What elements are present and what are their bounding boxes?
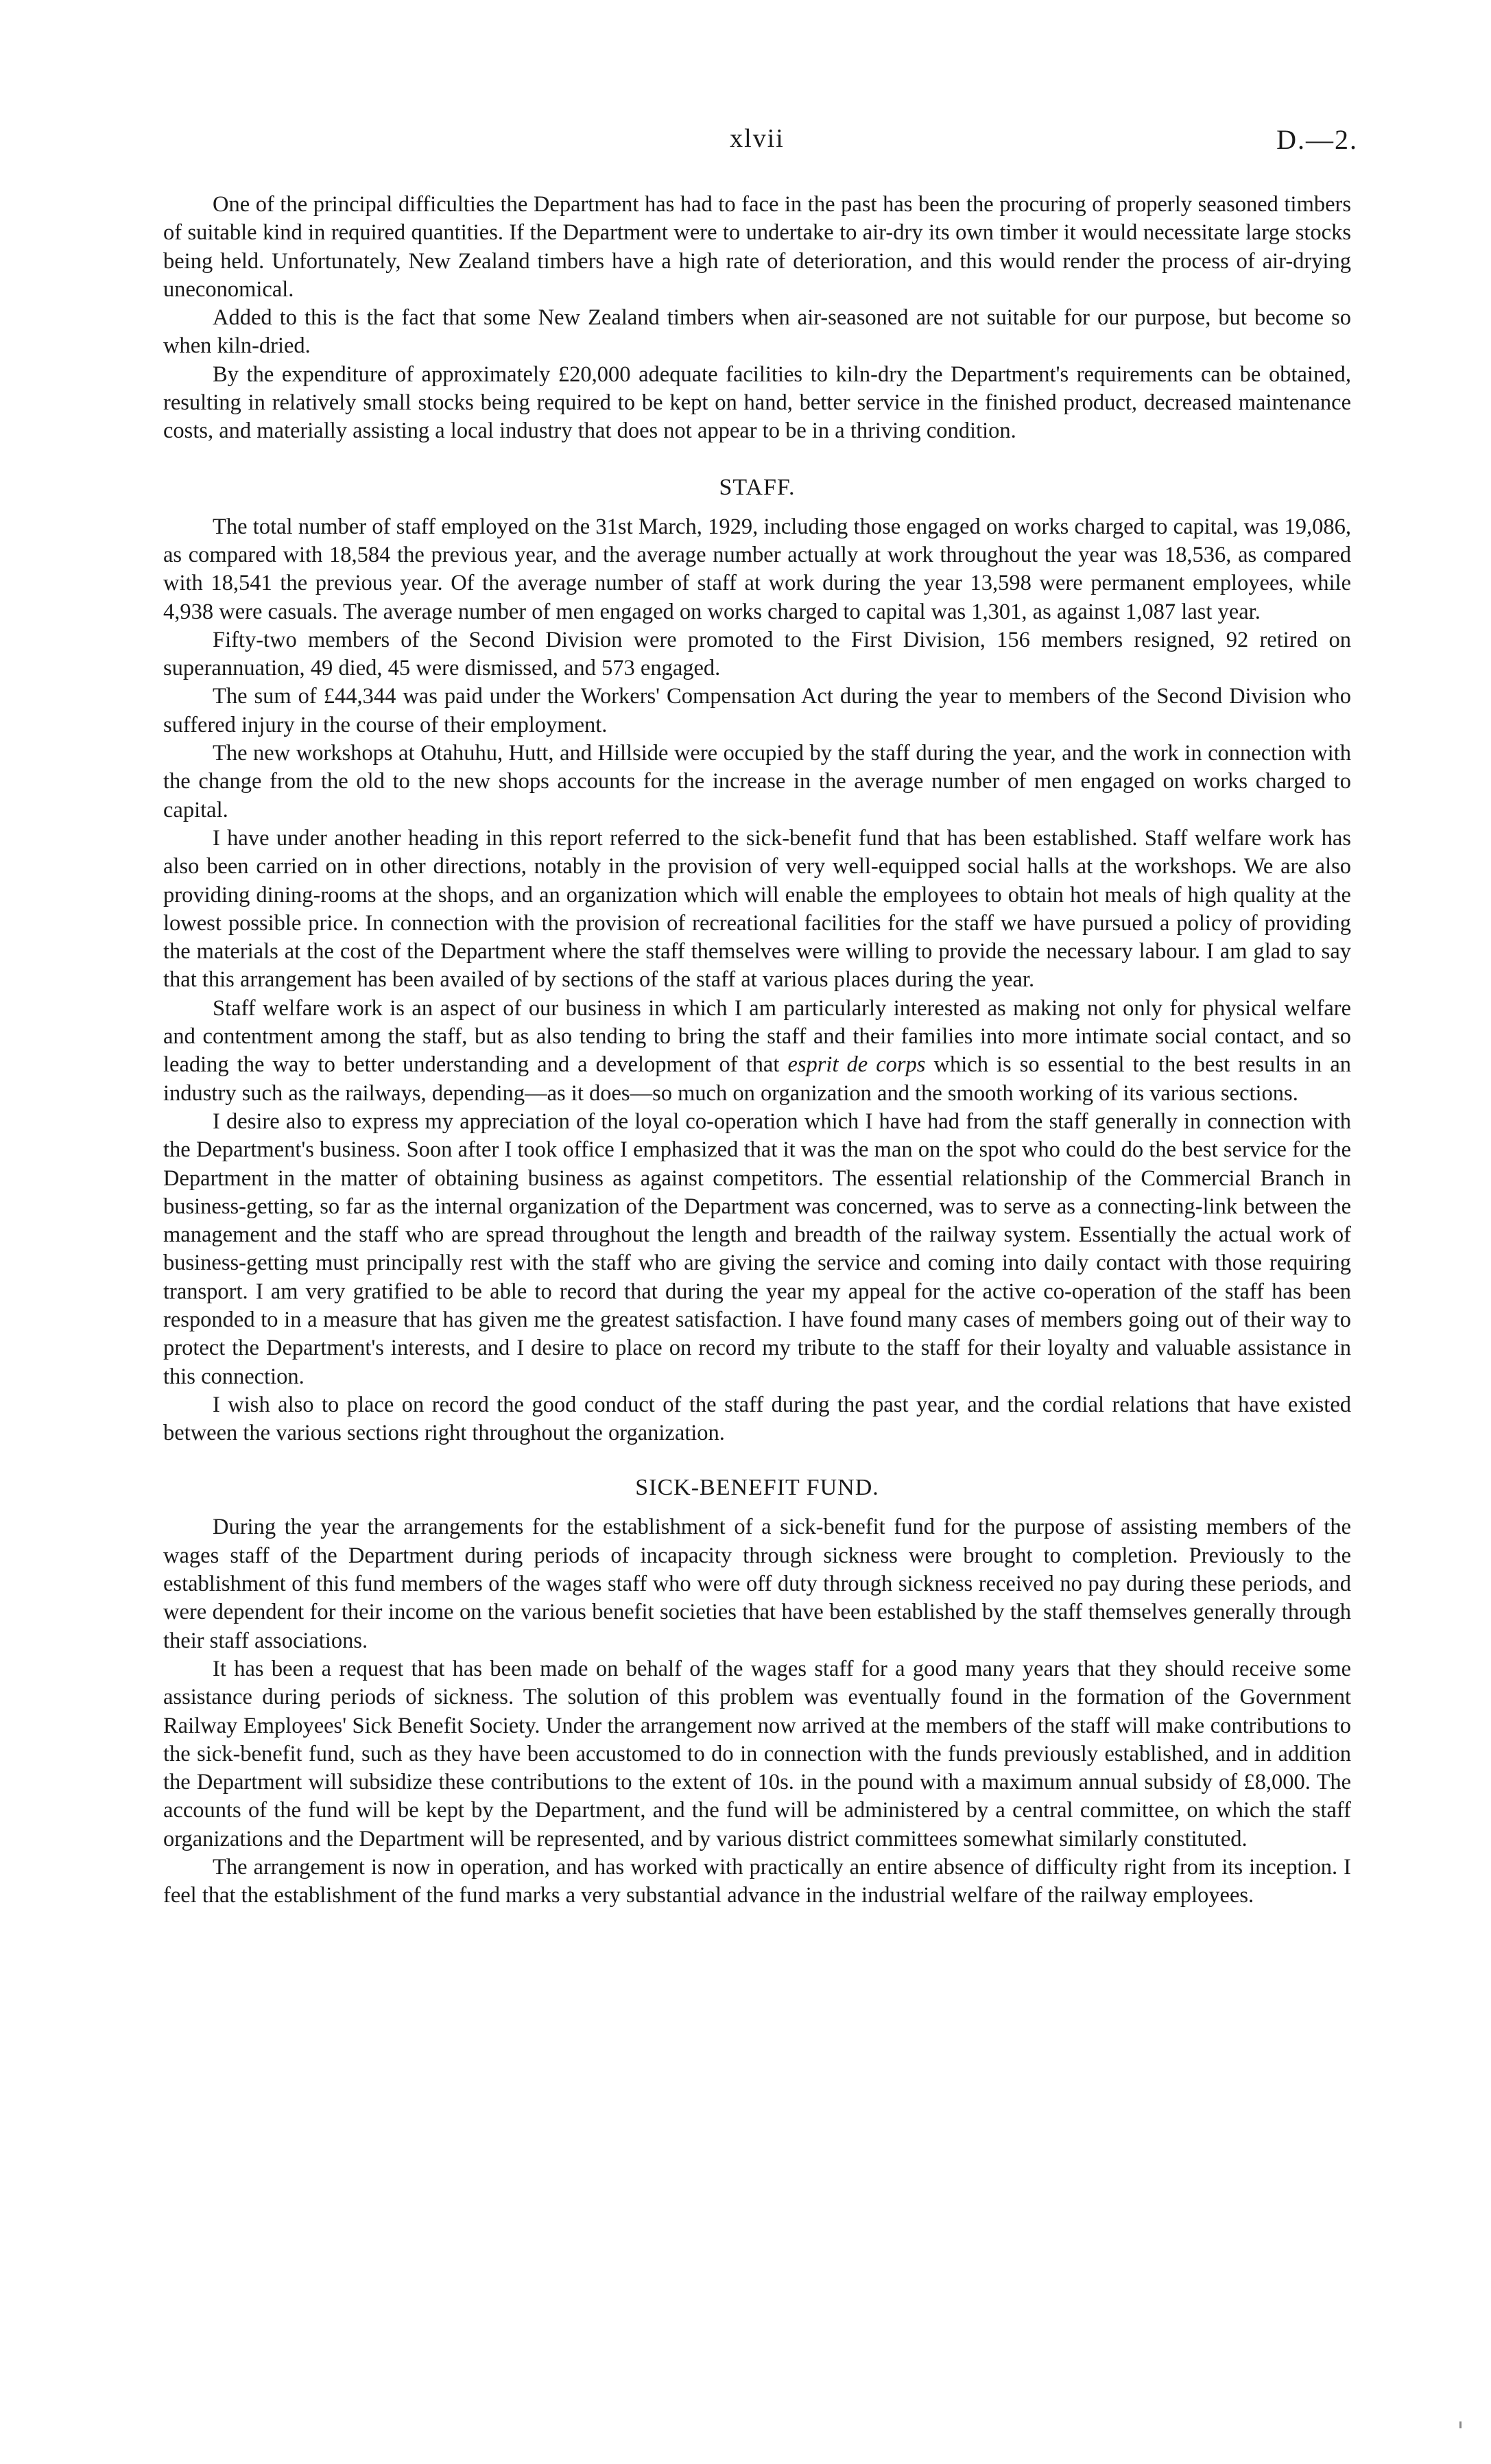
- page-number: xlvii: [730, 124, 785, 153]
- sick-benefit-paragraph-1: During the year the arrangements for the establishment of a sick-benefit fund for the purpose of assisting members of the wages staff of the Department during periods of incapacity through sickness were brought to completion. Previously to the establishment of this fund members of the wages staff who were off duty through sickness received no pay during these periods, and were dependent for their income on the various benefit societies that have been established by the staff themselves generally through their staff associations.: [163, 1515, 1351, 1653]
- staff-welfare-paragraph: [163, 995, 1351, 1108]
- esprit-de-corps-phrase: esprit de corps: [787, 1052, 926, 1078]
- staff-heading: STAFF.: [719, 474, 796, 500]
- staff-paragraph-3: The sum of £44,344 was paid under the Workers' Compensation Act during the year to members of the Second Division who suffered injury in the course of their employment.: [163, 684, 1351, 737]
- page-header: [163, 123, 1358, 165]
- welfare-text-after: which is so essential to the best results in an industry such as the railways, depending—as it does—so much on organization and the smooth working of its various sections.: [163, 1052, 1351, 1106]
- staff-paragraph-1: The total number of staff employed on the 31st March, 1929, including those engaged on works charged to capital, was 19,086, as compared with 18,584 the previous year, and the average number actually at work throughout the year was 18,536, as compared with 18,541 the previous year. Of the average number of staff at work during the year 13,598 were permanent employees, while 4,938 were casuals. The average number of men engaged on works charged to capital was 1,301, as against 1,087 last year.: [163, 514, 1351, 624]
- staff-paragraph-4: The new workshops at Otahuhu, Hutt, and Hillside were occupied by the staff during the year, and the work in connection with the change from the old to the new shops accounts for the increase in the average number of men engaged on works charged to capital.: [163, 741, 1351, 822]
- sick-benefit-paragraph-2: It has been a request that has been made on behalf of the wages staff for a good many years that they should receive some assistance during periods of sickness. The solution of this problem was eventually found in the formation of the Government Railway Employees' Sick Benefit Society. Under the arrangement now arrived at the members of the staff will make contributions to the sick-benefit fund, such as they have been accustomed to do in connection with the funds previously established, and in addition the Department will subsidize these contributions to the extent of 10s. in the pound with a maximum annual subsidy of £8,000. The accounts of the fund will be kept by the Department, and the fund will be administered by a central committee, on which the staff organizations and the Department will be represented, and by various district committees somewhat similarly constituted.: [163, 1656, 1351, 1851]
- staff-paragraph-8: I wish also to place on record the good conduct of the staff during the past year, and the cordial relations that have existed between the various sections right throughout the organization.: [163, 1392, 1351, 1446]
- sick-benefit-paragraph-3: The arrangement is now in operation, and has worked with practically an entire absence of difficulty right from its inception. I feel that the establishment of the fund marks a very substantial advance in the industrial welfare of the railway employees.: [163, 1855, 1351, 1908]
- staff-paragraph-2: Fifty-two members of the Second Division were promoted to the First Division, 156 members resigned, 92 retired on superannuation, 49 died, 45 were dismissed, and 573 engaged.: [163, 627, 1351, 681]
- intro-paragraph-1: One of the principal difficulties the Department has had to face in the past has been the procuring of properly seasoned timbers of suitable kind in required quantities. If the Department were to undertake to air-dry its own timber it would necessitate large stocks being held. Unfortunately, New Zealand timbers have a high rate of deterioration, and this would render the process of air-drying uneconomical.: [163, 192, 1351, 302]
- welfare-text-before: Staff welfare work is an aspect of our business in which I am particularly interested as making not only for physical welfare and contentment among the staff, but as also tending to bring the staff and their families into more intimate social contact, and so leading the way to better understanding and a development of that: [163, 995, 1351, 1078]
- intro-paragraph-2: Added to this is the fact that some New Zealand timbers when air-seasoned are not suitable for our purpose, but become so when kiln-dried.: [163, 305, 1351, 359]
- staff-paragraph-7: I desire also to express my appreciation of the loyal co-operation which I have had from the staff generally in connection with the Department's business. Soon after I took office I emphasized that it was the man on the spot who could do the best service for the Department in the matter of obtaining business as against competitors. The essential relationship of the Commercial Branch in business-getting, so far as the internal organization of the Department was concerned, was to serve as a connecting-link between the management and the staff who are spread throughout the length and breadth of the railway system. Essentially the actual work of business-getting must principally rest with the staff who are giving the service and coming into daily contact with those requiring transport. I am very gratified to be able to record that during the year my appeal for the active co-operation of the staff has been responded to in a measure that has given me the greatest satisfaction. I have found many cases of members going out of their way to protect the Department's interests, and I desire to place on record my tribute to the staff for their loyalty and valuable assistance in this connection.: [163, 1109, 1351, 1389]
- sick-benefit-heading: SICK-BENEFIT FUND.: [635, 1475, 879, 1501]
- staff-paragraph-5: I have under another heading in this report referred to the sick-benefit fund that has been established. Staff welfare work has also been carried on in other directions, notably in the provision of very well-equipped social halls at the workshops. We are also providing dining-rooms at the shops, and an organization which will enable the employees to obtain hot meals of high quality at the lowest possible price. In connection with the provision of recreational facilities for the staff we have pursued a policy of providing the materials at the cost of the Department where the staff themselves were willing to provide the necessary labour. I am glad to say that this arrangement has been availed of by sections of the staff at various places during the year.: [163, 825, 1351, 993]
- document-code: D.—2.: [1276, 124, 1358, 155]
- intro-paragraph-3: By the expenditure of approximately £20,000 adequate facilities to kiln-dry the Department's requirements can be obtained, resulting in relatively small stocks being required to be kept on hand, better service in the finished product, decreased maintenance costs, and materially assisting a local industry that does not appear to be in a thriving condition.: [163, 362, 1351, 444]
- body-text: [163, 191, 1351, 1910]
- margin-tick-mark: [1459, 2421, 1462, 2428]
